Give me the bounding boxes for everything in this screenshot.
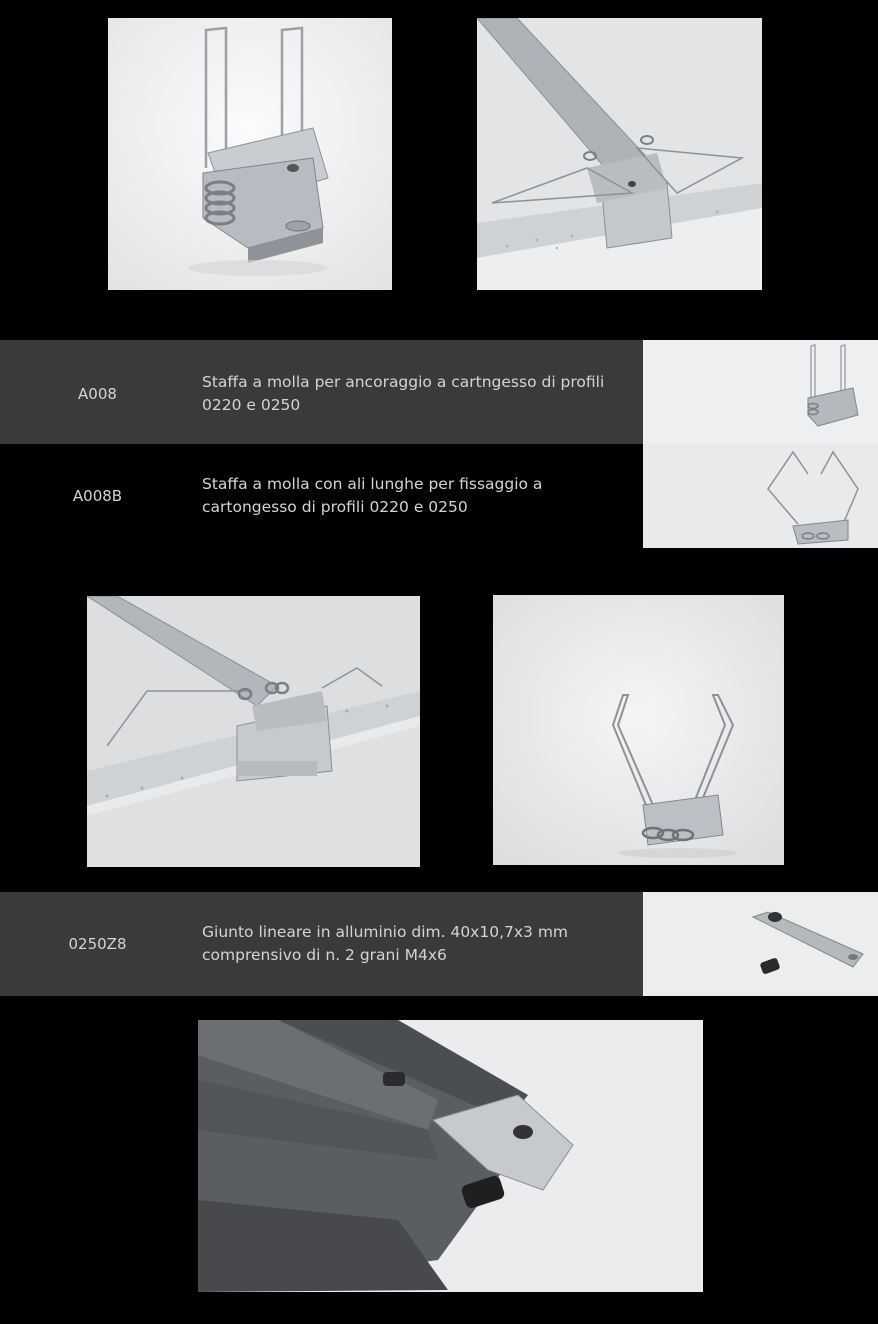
product-thumbnail — [643, 444, 878, 548]
bracket-long-wings-photo — [493, 595, 784, 865]
product-thumbnail — [643, 892, 878, 996]
product-description: Staffa a molla con ali lunghe per fissaggio a cartongesso di profili 0220 e 0250 — [202, 475, 543, 516]
product-description: Giunto lineare in alluminio dim. 40x10,7x3 mm comprensivo di n. 2 grani M4x6 — [202, 923, 569, 964]
product-row — [0, 444, 643, 548]
product-code: A008 — [78, 385, 117, 403]
spring-bracket-photo — [108, 18, 392, 290]
product-code: 0250Z8 — [68, 935, 127, 953]
ceiling-installation-photo — [477, 18, 762, 290]
product-code: A008B — [72, 487, 123, 505]
linear-joint-photo — [198, 1020, 703, 1292]
product-row — [0, 892, 643, 996]
product-thumbnail — [643, 340, 878, 444]
product-row — [0, 340, 643, 444]
ceiling-profile-photo — [87, 596, 420, 867]
product-description: Staffa a molla per ancoraggio a cartngesso di profili 0220 e 0250 — [202, 373, 605, 414]
